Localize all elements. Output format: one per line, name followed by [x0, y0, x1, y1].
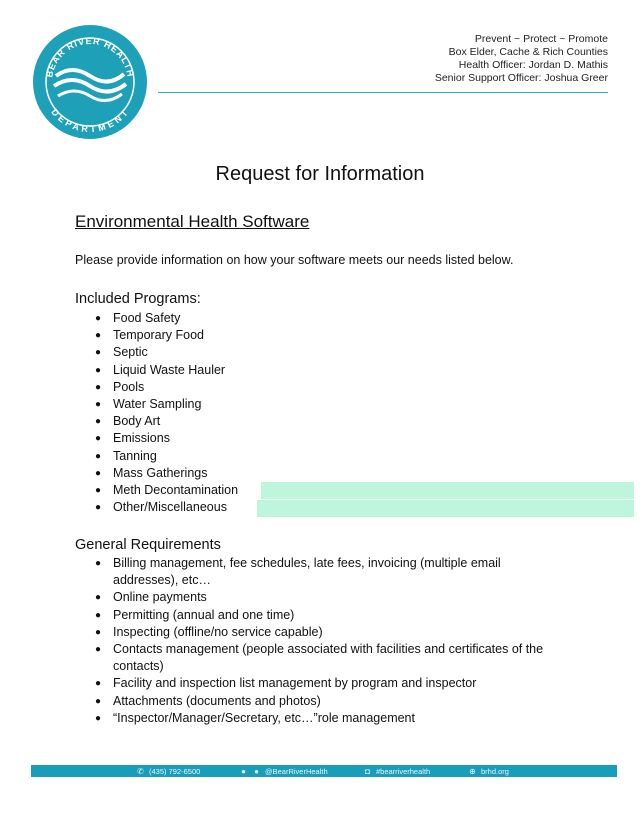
bullet-icon: ● [95, 644, 102, 656]
list-item: ● Temporary Food [95, 327, 238, 344]
footer-social[interactable]: ● ● @BearRiverHealth [239, 765, 328, 777]
list-item: ● Liquid Waste Hauler [95, 362, 238, 379]
programs-list [95, 310, 238, 516]
highlight-other [257, 500, 634, 517]
footer-bar [31, 765, 617, 777]
requirements-heading: General Requirements [75, 537, 221, 553]
list-item: ● Mass Gatherings [95, 465, 238, 482]
facebook-icon: ● [254, 766, 259, 776]
header-support-officer: Senior Support Officer: Joshua Greer [434, 72, 608, 84]
list-item: ● Permitting (annual and one time) [95, 607, 565, 624]
programs-heading: Included Programs: [75, 291, 201, 307]
list-item: ● Other/Miscellaneous [95, 499, 238, 516]
header-info [435, 33, 608, 85]
bullet-icon: ● [95, 609, 102, 621]
list-item: ● Facility and inspection list management by program and inspector [95, 675, 565, 692]
footer-phone: ✆ (435) 792-6500 [137, 766, 201, 776]
list-item: ● Contacts management (people associated with facilities and certificates of the contacts) [95, 642, 544, 674]
header-counties: Box Elder, Cache & Rich Counties [448, 46, 608, 58]
list-item: ● Tanning [95, 448, 238, 465]
logo-text-top: BEAR RIVER HEALTH [44, 35, 136, 79]
list-item: ● Inspecting (offline/no service capable) [95, 624, 565, 641]
highlight-meth [261, 482, 634, 499]
bullet-icon: ● [95, 330, 102, 342]
header-motto: Prevent ~ Protect ~ Promote [474, 33, 608, 45]
bullet-icon: ● [95, 313, 102, 324]
phone-icon: ✆ [137, 766, 144, 776]
bullet-icon: ● [95, 347, 102, 359]
bear-river-health-logo [32, 24, 148, 140]
list-item: ● Meth Decontamination [95, 482, 238, 499]
footer-instagram[interactable]: ◘ #bearriverhealth [363, 765, 430, 777]
bullet-icon: ● [95, 502, 102, 514]
bullet-icon: ● [95, 678, 102, 690]
list-item: ● Body Art [95, 413, 238, 430]
list-item: ● Pools [95, 379, 238, 396]
list-item: ● “Inspector/Manager/Secretary, etc…”role management [95, 710, 565, 727]
header-divider [158, 92, 608, 93]
document-subtitle: Environmental Health Software [75, 212, 310, 231]
list-item: ● Water Sampling [95, 396, 238, 413]
list-item: ● Food Safety [95, 310, 238, 327]
bullet-icon: ● [95, 626, 102, 638]
bullet-icon: ● [95, 433, 102, 445]
header-health-officer: Health Officer: Jordan D. Mathis [458, 59, 608, 71]
instagram-icon: ◘ [365, 766, 370, 776]
globe-icon: ⊕ [469, 766, 476, 776]
twitter-icon: ● [241, 766, 246, 776]
bullet-icon: ● [95, 364, 102, 376]
footer-website[interactable]: ⊕ brhd.org [469, 766, 509, 776]
list-item: ● Billing management, fee schedules, late fees, invoicing (multiple email addresses), etc… [95, 556, 501, 588]
bullet-icon: ● [95, 381, 102, 393]
list-item: ● Attachments (documents and photos) [95, 693, 565, 710]
document-title: Request for Information [215, 163, 425, 185]
intro-text: Please provide information on how your software meets our needs listed below. [75, 253, 514, 267]
requirements-list [95, 555, 565, 727]
bullet-icon: ● [95, 712, 102, 724]
list-item: ● Emissions [95, 430, 238, 447]
logo-text-bottom: DEPARTMENT [49, 106, 131, 135]
bullet-icon: ● [95, 450, 102, 462]
list-item: ● Online payments [95, 589, 565, 606]
list-item: ● Septic [95, 344, 238, 361]
bullet-icon: ● [95, 416, 102, 428]
bullet-icon: ● [95, 695, 102, 707]
bullet-icon: ● [95, 592, 102, 604]
bullet-icon: ● [95, 558, 102, 569]
bullet-icon: ● [95, 467, 102, 479]
bullet-icon: ● [95, 485, 102, 497]
bullet-icon: ● [95, 399, 102, 411]
